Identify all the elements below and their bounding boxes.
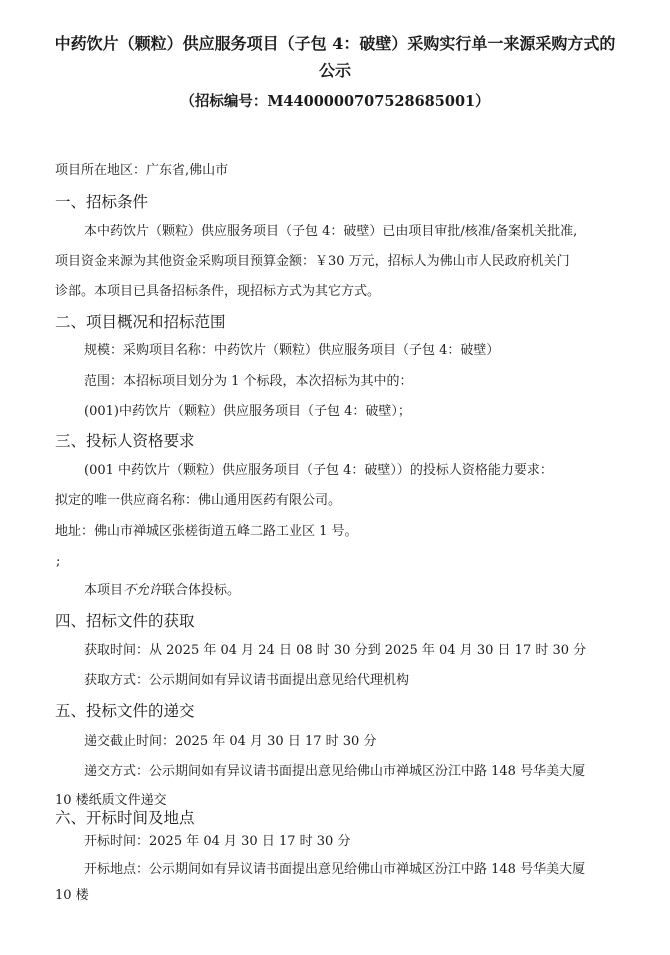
- sole-supplier-name: 拟定的唯一供应商名称：佛山通用医药有限公司。: [55, 493, 342, 508]
- consortium-prefix: 本项目: [84, 583, 124, 598]
- section1-paragraph-line2: 项目资金来源为其他资金采购项目预算金额：￥30 万元，招标人为佛山市人民政府机关门: [55, 254, 570, 269]
- section1-paragraph-line3: 诊部。本项目已具备招标条件，现招标方式为其它方式。: [55, 284, 381, 299]
- document-title-line1: 中药饮片（颗粒）供应服务项目（子包 4：破壁）采购实行单一来源采购方式的: [54, 34, 616, 53]
- document-title-line2: 公示: [318, 61, 351, 80]
- supplier-address: 地址：佛山市禅城区张槎街道五峰二路工业区 1 号。: [55, 524, 358, 539]
- project-lot: (001)中药饮片（颗粒）供应服务项目（子包 4：破壁）；: [84, 404, 411, 419]
- project-scope: 范围：本招标项目划分为 1 个标段，本次招标为其中的：: [84, 374, 413, 389]
- consortium-not-allowed: 不允许: [123, 583, 163, 598]
- consortium-statement: [84, 582, 240, 600]
- document-obtain-method: 获取方式：公示期间如有异议请书面提出意见给代理机构: [84, 673, 410, 688]
- project-region: 项目所在地区：广东省,佛山市: [55, 163, 229, 178]
- bid-opening-time: 开标时间：2025 年 04 月 30 日 17 时 30 分: [84, 834, 351, 849]
- submission-method-line1: 递交方式：公示期间如有异议请书面提出意见给佛山市禅城区汾江中路 148 号华美大厦: [84, 764, 586, 779]
- submission-method-line2: 10 楼纸质文件递交: [55, 793, 167, 808]
- section-heading-6: 六、开标时间及地点: [55, 809, 195, 827]
- project-scale: 规模：采购项目名称：中药饮片（颗粒）供应服务项目（子包 4：破壁）: [84, 343, 500, 358]
- consortium-suffix: 联合体投标。: [162, 583, 241, 598]
- section-heading-4: 四、招标文件的获取: [55, 612, 195, 630]
- qualification-requirement: (001 中药饮片（颗粒）供应服务项目（子包 4：破壁））的投标人资格能力要求：: [84, 463, 553, 478]
- section1-paragraph-line1: 本中药饮片（颗粒）供应服务项目（子包 4：破壁）已由项目审批/核准/备案机关批准,: [84, 224, 578, 239]
- stray-semicolon: ;: [56, 554, 61, 569]
- document-obtain-time: 获取时间：从 2025 年 04 月 24 日 08 时 30 分到 2025 年 04 月 30 日 17 时 30 分: [84, 643, 587, 658]
- submission-deadline: 递交截止时间：2025 年 04 月 30 日 17 时 30 分: [84, 734, 377, 749]
- bid-number: （招标编号：M4400000707528685001）: [180, 93, 490, 110]
- bid-opening-place-line2: 10 楼: [55, 888, 89, 903]
- section-heading-1: 一、招标条件: [55, 193, 149, 211]
- section-heading-5: 五、投标文件的递交: [55, 702, 195, 720]
- bid-opening-place-line1: 开标地点：公示期间如有异议请书面提出意见给佛山市禅城区汾江中路 148 号华美大厦: [84, 862, 586, 877]
- section-heading-3: 三、投标人资格要求: [55, 432, 195, 450]
- section-heading-2: 二、项目概况和招标范围: [55, 313, 226, 331]
